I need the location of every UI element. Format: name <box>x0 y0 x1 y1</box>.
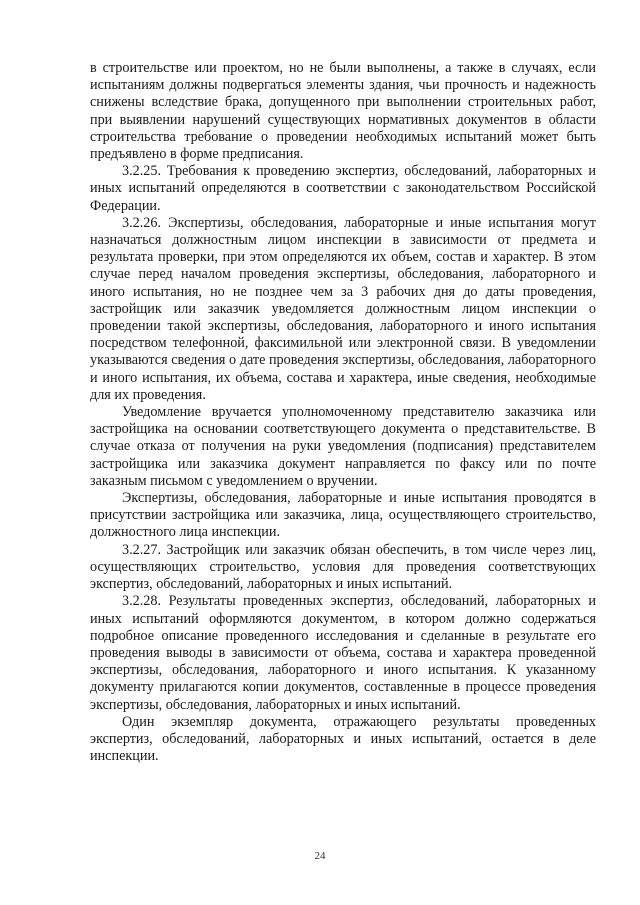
paragraph-notification: Уведомление вручается уполномоченному представителю заказчика или застройщика на основании соответствующего документа о представительстве. В случае отказа от получения на руки уведомления (подписания) представителем застройщика или заказчика документ направляется по факсу или по почте заказным письмом с уведомлением о вручении. <box>90 404 596 489</box>
document-body <box>90 60 596 765</box>
paragraph-3-2-27: 3.2.27. Застройщик или заказчик обязан обеспечить, в том числе через лиц, осуществляющих строительство, условия для проведения соответствующих экспертиз, обследований, лабораторных и иных испытаний. <box>90 541 596 593</box>
paragraph-copy-in-file: Один экземпляр документа, отражающего результаты проведенных экспертиз, обследований, лабораторных и иных испытаний, остается в деле инспекции. <box>90 713 596 765</box>
paragraph-3-2-28: 3.2.28. Результаты проведенных экспертиз, обследований, лабораторных и иных испытаний оформляются документом, в котором должно содержаться подробное описание проведенного исследования и сделанные в результате его проведения выводы в зависимости от объема, состава и характера проведенной экспертизы, обследования, лабораторного и иного испытания. К указанному документу прилагаются копии документов, составленные в процессе проведения экспертизы, обследования, лабораторных и иных испытаний. <box>90 593 596 713</box>
paragraph-presence: Экспертизы, обследования, лабораторные и иные испытания проводятся в присутствии застройщика или заказчика, лица, осуществляющего строительство, должностного лица инспекции. <box>90 490 596 541</box>
paragraph-continuation: в строительстве или проектом, но не были выполнены, а также в случаях, если испытаниям должны подвергаться элементы здания, чьи прочность и надежность снижены вследствие брака, допущенного при выполнении строительных работ, при выявлении нарушений существующих нормативных документов в области строительства требование о проведении необходимых испытаний может быть предъявлено в форме предписания. <box>90 60 596 163</box>
page-number: 24 <box>314 850 326 862</box>
paragraph-3-2-25: 3.2.25. Требования к проведению экспертиз, обследований, лабораторных и иных испытаний определяются в соответствии с законодательством Российской Федерации. <box>90 163 596 214</box>
paragraph-3-2-26: 3.2.26. Экспертизы, обследования, лабораторные и иные испытания могут назначаться должностным лицом инспекции в зависимости от предмета и результата проверки, при этом определяются их объем, состав и характер. В этом случае перед началом проведения экспертизы, обследования, лабораторного и иного испытания, но не позднее чем за 3 рабочих дня до даты проведения, застройщик или заказчик уведомляется должностным лицом инспекции о проведении такой экспертизы, обследования, лабораторного и иного испытания посредством телефонной, факсимильной или электронной связи. В уведомлении указываются сведения о дате проведения экспертизы, обследования, лабораторного и иного испытания, их объема, состава и характера, иные сведения, необходимые для их проведения. <box>90 214 596 403</box>
